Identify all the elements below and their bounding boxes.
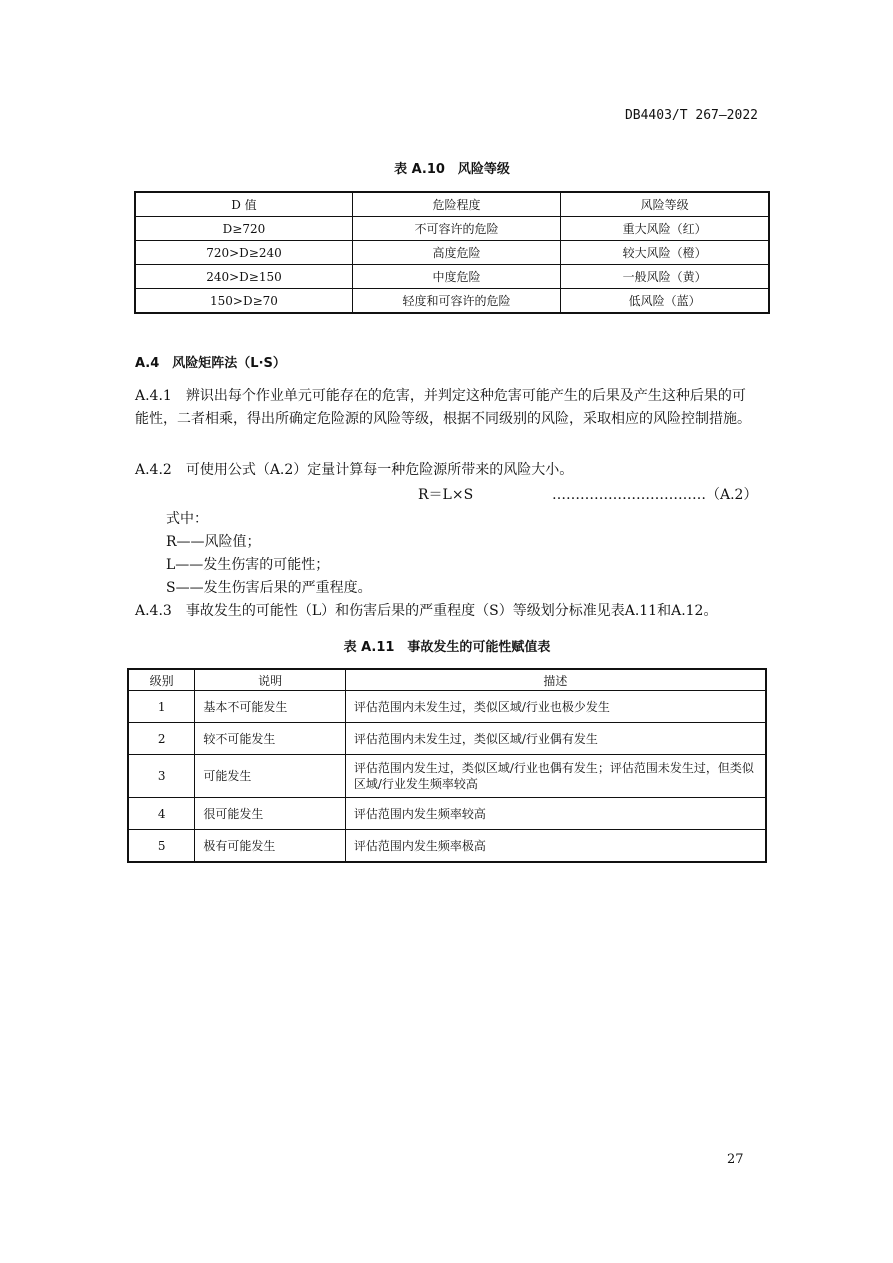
table-cell: 4	[128, 798, 195, 830]
table-cell: 极有可能发生	[195, 830, 346, 863]
column-header: 风险等级	[561, 192, 769, 217]
table-header-row	[135, 192, 769, 217]
table-cell: 不可容许的危险	[352, 217, 560, 241]
clause-a442: A.4.2 可使用公式（A.2）定量计算每一种危险源所带来的风险大小。	[135, 462, 574, 478]
table-cell: 1	[128, 691, 195, 723]
table-cell: 评估范围内发生过，类似区域/行业也偶有发生；评估范围未发生过，但类似区域/行业发生频率较高	[345, 755, 766, 798]
table-cell: 评估范围内发生频率较高	[345, 798, 766, 830]
table-row	[135, 241, 769, 265]
table-cell: 低风险（蓝）	[561, 289, 769, 314]
table-cell: 重大风险（红）	[561, 217, 769, 241]
where-label: 式中：	[166, 511, 208, 527]
table-cell: 720>D≥240	[135, 241, 352, 265]
definition-r: R——风险值；	[166, 534, 261, 550]
table-cell: 5	[128, 830, 195, 863]
table-cell: 2	[128, 723, 195, 755]
table-cell: 评估范围内未发生过，类似区域/行业也极少发生	[345, 691, 766, 723]
table-cell: 评估范围内发生频率极高	[345, 830, 766, 863]
table-row	[135, 289, 769, 314]
table-cell: 很可能发生	[195, 798, 346, 830]
table-cell: D≥720	[135, 217, 352, 241]
column-header: 危险程度	[352, 192, 560, 217]
table-row	[128, 798, 766, 830]
table-row	[135, 217, 769, 241]
column-header: 级别	[128, 669, 195, 691]
document-number: DB4403/T 267—2022	[624, 108, 758, 123]
table-a10-caption: 表 A.10 风险等级	[394, 162, 510, 177]
definition-l: L——发生伤害的可能性；	[166, 557, 330, 573]
column-header: 描述	[345, 669, 766, 691]
section-heading-a4: A.4 风险矩阵法（L·S）	[135, 356, 286, 371]
table-cell: 可能发生	[195, 755, 346, 798]
table-row	[128, 755, 766, 798]
table-cell: 评估范围内未发生过，类似区域/行业偶有发生	[345, 723, 766, 755]
column-header: 说明	[195, 669, 346, 691]
table-cell: 一般风险（黄）	[561, 265, 769, 289]
formula-reference: ……………………………（A.2）	[552, 487, 758, 503]
page-number: 27	[727, 1152, 744, 1167]
table-cell: 高度危险	[352, 241, 560, 265]
table-a11-caption: 表 A.11 事故发生的可能性赋值表	[343, 640, 551, 655]
table-cell: 较大风险（橙）	[561, 241, 769, 265]
table-cell: 较不可能发生	[195, 723, 346, 755]
table-cell: 轻度和可容许的危险	[352, 289, 560, 314]
table-cell: 3	[128, 755, 195, 798]
table-row	[128, 691, 766, 723]
table-row	[128, 830, 766, 863]
risk-level-table	[134, 191, 770, 314]
clause-a443: A.4.3 事故发生的可能性（L）和伤害后果的严重程度（S）等级划分标准见表A.11和A.12。	[135, 603, 718, 619]
definition-s: S——发生伤害后果的严重程度。	[166, 580, 372, 596]
table-row	[135, 265, 769, 289]
formula: R＝L×S	[418, 487, 474, 503]
table-cell: 基本不可能发生	[195, 691, 346, 723]
likelihood-table	[127, 668, 767, 863]
table-cell: 中度危险	[352, 265, 560, 289]
table-cell: 240>D≥150	[135, 265, 352, 289]
clause-a441: A.4.1 辨识出每个作业单元可能存在的危害，并判定这种危害可能产生的后果及产生这种后果的可能性，二者相乘，得出所确定危险源的风险等级，根据不同级别的风险，采取相应的风险控制措施。	[135, 388, 751, 427]
table-header-row	[128, 669, 766, 691]
column-header: D 值	[135, 192, 352, 217]
table-cell: 150>D≥70	[135, 289, 352, 314]
table-row	[128, 723, 766, 755]
